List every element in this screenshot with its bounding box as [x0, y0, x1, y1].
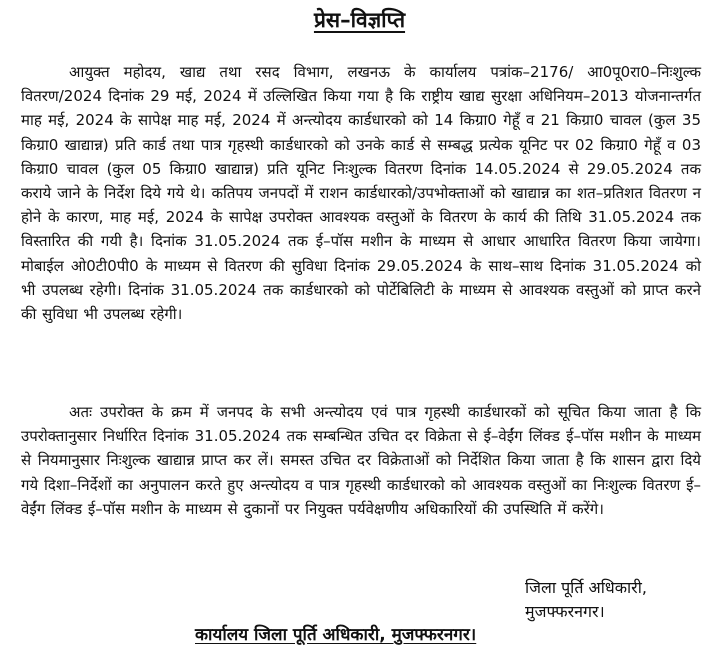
body-paragraph-1: आयुक्त महोदय, खाद्य तथा रसद विभाग, लखनऊ के कार्यालय पत्रांक–2176/ आ0पू0रा0–निःशुल्क वितरण/2024 दिनांक 29 मई, 2024 में उल्लिखित किया गया है कि राष्ट्रीय खाद्य सुरक्षा अधिनियम–2013 योजनान्तर्गत माह मई, 2024 के सापेक्ष माह मई, 2024 में अन्त्योदय कार्डधारको को 14 किग्रा0 गेहूँ व 21 किग्रा0 चावल (कुल 35 किग्रा0 खाद्यान्न) प्रति कार्ड तथा पात्र गृहस्थी कार्डधारको को उनके कार्ड से सम्बद्ध प्रत्येक यूनिट पर 02 किग्रा0 गेहूँ व 03 किग्रा0 चावल (कुल 05 किग्रा0 खाद्यान्न) प्रति यूनिट निःशुल्क वितरण दिनांक 14.05.2024 से 29.05.2024 तक कराये जाने के निर्देश दिये गये थे। कतिपय जनपदों में राशन कार्डधारको/उपभोक्ताओं को खाद्यान्न का शत–प्रतिशत वितरण न होने के कारण, माह मई, 2024 के सापेक्ष उपरोक्त आवश्यक वस्तुओं के वितरण के कार्य की तिथि 31.05.2024 तक विस्तारित की गयी है। दिनांक 31.05.2024 तक ई–पॉस मशीन के माध्यम से आधार आधारित वितरण किया जायेगा। मोबाईल ओ0टी0पी0 के माध्यम से वितरण की सुविधा दिनांक 29.05.2024 के साथ–साथ दिनांक 31.05.2024 को भी उपलब्ध रहेगी। दिनांक 31.05.2024 तक कार्डधारको को पोर्टेबिलिटी के माध्यम से आवश्यक वस्तुओं को प्राप्त करने की सुविधा भी उपलब्ध रहेगी। [21, 63, 701, 324]
office-footer: कार्यालय जिला पूर्ति अधिकारी, मुजफ्फरनगर। [195, 625, 477, 645]
title-text: प्रेस–विज्ञप्ति [313, 8, 406, 32]
signature-block [525, 576, 715, 624]
signature-place: मुजफ्फरनगर। [525, 602, 605, 621]
page-title [0, 6, 719, 34]
body-paragraph-2: अतः उपरोक्त के क्रम में जनपद के सभी अन्त्योदय एवं पात्र गृहस्थी कार्डधारकों को सूचित किया जाता है कि उपरोक्तानुसार निर्धारित दिनांक 31.05.2024 तक सम्बन्धित उचित दर विक्रेता से ई–वेईंग लिंक्ड ई–पॉस मशीन के माध्यम से नियमानुसार निःशुल्क खाद्यान्न प्राप्त कर लें। समस्त उचित दर विक्रेताओं को निर्देशित किया जाता है कि शासन द्वारा दिये गये दिशा–निर्देशों का अनुपालन करते हुए अन्त्योदय व पात्र गृहस्थी कार्डधारको को आवश्यक वस्तुओं का निःशुल्क वितरण ई–वेईंग लिंक्ड ई–पॉस मशीन के माध्यम से दुकानों पर नियुक्त पर्यवेक्षणीय अधिकारियों की उपस्थिति में करेंगे। [21, 403, 701, 518]
signature-title: जिला पूर्ति अधिकारी, [525, 578, 647, 597]
